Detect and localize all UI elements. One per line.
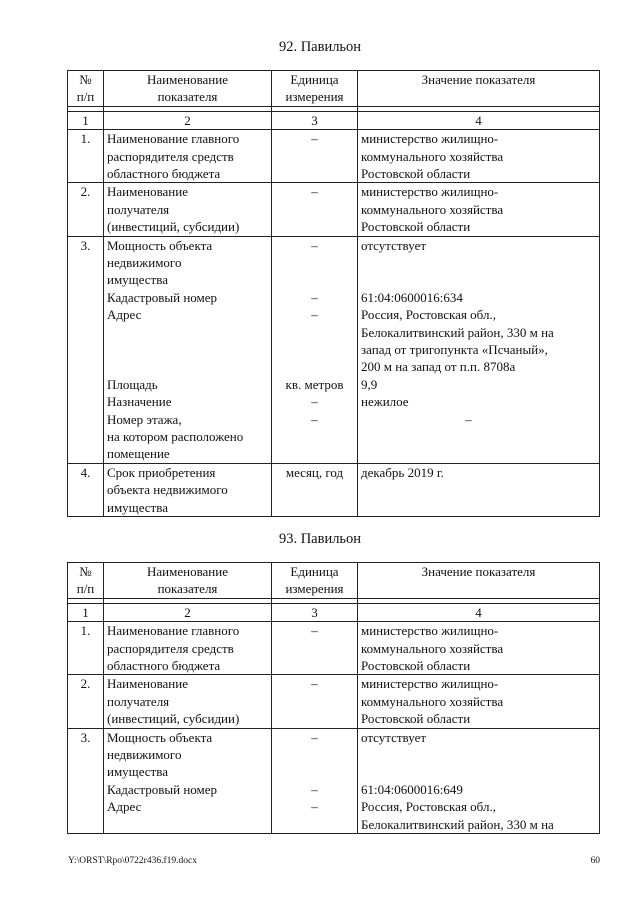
cadastral-number: 61:04:0600016:649	[361, 781, 463, 797]
colnum: 1	[68, 111, 104, 129]
table-row	[68, 183, 600, 236]
table-row	[68, 236, 600, 463]
table-row	[68, 675, 600, 728]
row-value: министерство жилищно- коммунального хозяйства Ростовской области	[358, 130, 600, 183]
row-value: министерство жилищно- коммунального хозяйства Ростовской области	[358, 622, 600, 675]
row-name: Срок приобретения объекта недвижимого имущества	[104, 463, 272, 516]
colnum: 2	[104, 111, 272, 129]
row-unit: –	[272, 130, 358, 183]
header-value: Значение показателя	[358, 563, 600, 599]
colnum: 3	[272, 111, 358, 129]
area-value: 9,9	[361, 376, 378, 392]
header-name: Наименование показателя	[104, 71, 272, 107]
header-unit: Единица измерения	[272, 71, 358, 107]
row-unit: месяц, год	[272, 463, 358, 516]
colnum: 4	[358, 111, 600, 129]
section-title-92: 92. Павильон	[278, 39, 362, 55]
row-unit: – – – кв. метров – –	[272, 236, 358, 463]
colnum: 2	[104, 603, 272, 621]
address-label: Адрес	[107, 799, 142, 815]
row-value: министерство жилищно- коммунального хозяйства Ростовской области	[358, 675, 600, 728]
row-unit: –	[272, 675, 358, 728]
row-num: 2.	[68, 183, 104, 236]
area-label: Площадь	[107, 376, 158, 392]
table-row	[68, 463, 600, 516]
row-value: декабрь 2019 г.	[358, 463, 600, 516]
row-name: Наименование получателя (инвестиций, субсидии)	[104, 183, 272, 236]
cadastral-label: Кадастровый номер	[107, 781, 218, 797]
row-unit: –	[272, 622, 358, 675]
colnum: 4	[358, 603, 600, 621]
row-num: 3.	[68, 728, 104, 833]
row-name: Наименование главного распорядителя средств областного бюджета	[104, 622, 272, 675]
column-number-row	[68, 111, 600, 129]
row-name: Наименование главного распорядителя средств областного бюджета	[104, 130, 272, 183]
row-value: министерство жилищно- коммунального хозяйства Ростовской области	[358, 183, 600, 236]
header-value: Значение показателя	[358, 71, 600, 107]
row-name: Наименование получателя (инвестиций, субсидии)	[104, 675, 272, 728]
row-name: Мощность объекта недвижимого имущества Кадастровый номер Адрес Площадь Назначение Номер этажа, на котором расположено помещение	[104, 236, 272, 463]
row-num: 3.	[68, 236, 104, 463]
table-row	[68, 622, 600, 675]
address-value: Россия, Ростовская обл.,	[361, 799, 496, 815]
table-row	[68, 728, 600, 833]
purpose-label: Назначение	[107, 394, 172, 410]
page-number: 60	[590, 856, 600, 866]
table-row	[68, 130, 600, 183]
header-unit: Единица измерения	[272, 563, 358, 599]
header-name: Наименование показателя	[104, 563, 272, 599]
row-num: 1.	[68, 622, 104, 675]
row-name: Мощность объекта недвижимого имущества Кадастровый номер Адрес	[104, 728, 272, 833]
row-num: 2.	[68, 675, 104, 728]
footer-file-path: Y:\ORST\Rpo\0722r436.f19.docx	[68, 856, 197, 866]
row-num: 4.	[68, 463, 104, 516]
row-value: отсутствует 61:04:0600016:634 Россия, Ростовская обл., Белокалитвинский район, 330 м на запад от тригопункта «Псчаный», 200 м на запад от п.п. 8708а 9,9 нежилое –	[358, 236, 600, 463]
cadastral-number: 61:04:0600016:634	[361, 289, 463, 305]
address-label: Адрес	[107, 307, 142, 323]
header-num: № п/п	[68, 71, 104, 107]
row-unit: – – –	[272, 728, 358, 833]
purpose-value: нежилое	[361, 394, 409, 410]
colnum: 3	[272, 603, 358, 621]
address-value: Россия, Ростовская обл.,	[361, 307, 496, 323]
column-number-row	[68, 603, 600, 621]
table-93	[67, 562, 600, 834]
colnum: 1	[68, 603, 104, 621]
table-92	[67, 70, 600, 517]
row-unit: –	[272, 183, 358, 236]
table-header-row	[68, 71, 600, 107]
floor-value: –	[465, 411, 472, 427]
cadastral-label: Кадастровый номер	[107, 289, 218, 305]
table-header-row	[68, 563, 600, 599]
header-num: № п/п	[68, 563, 104, 599]
row-num: 1.	[68, 130, 104, 183]
row-value: отсутствует 61:04:0600016:649 Россия, Ростовская обл., Белокалитвинский район, 330 м на	[358, 728, 600, 833]
section-title-93: 93. Павильон	[278, 531, 362, 547]
